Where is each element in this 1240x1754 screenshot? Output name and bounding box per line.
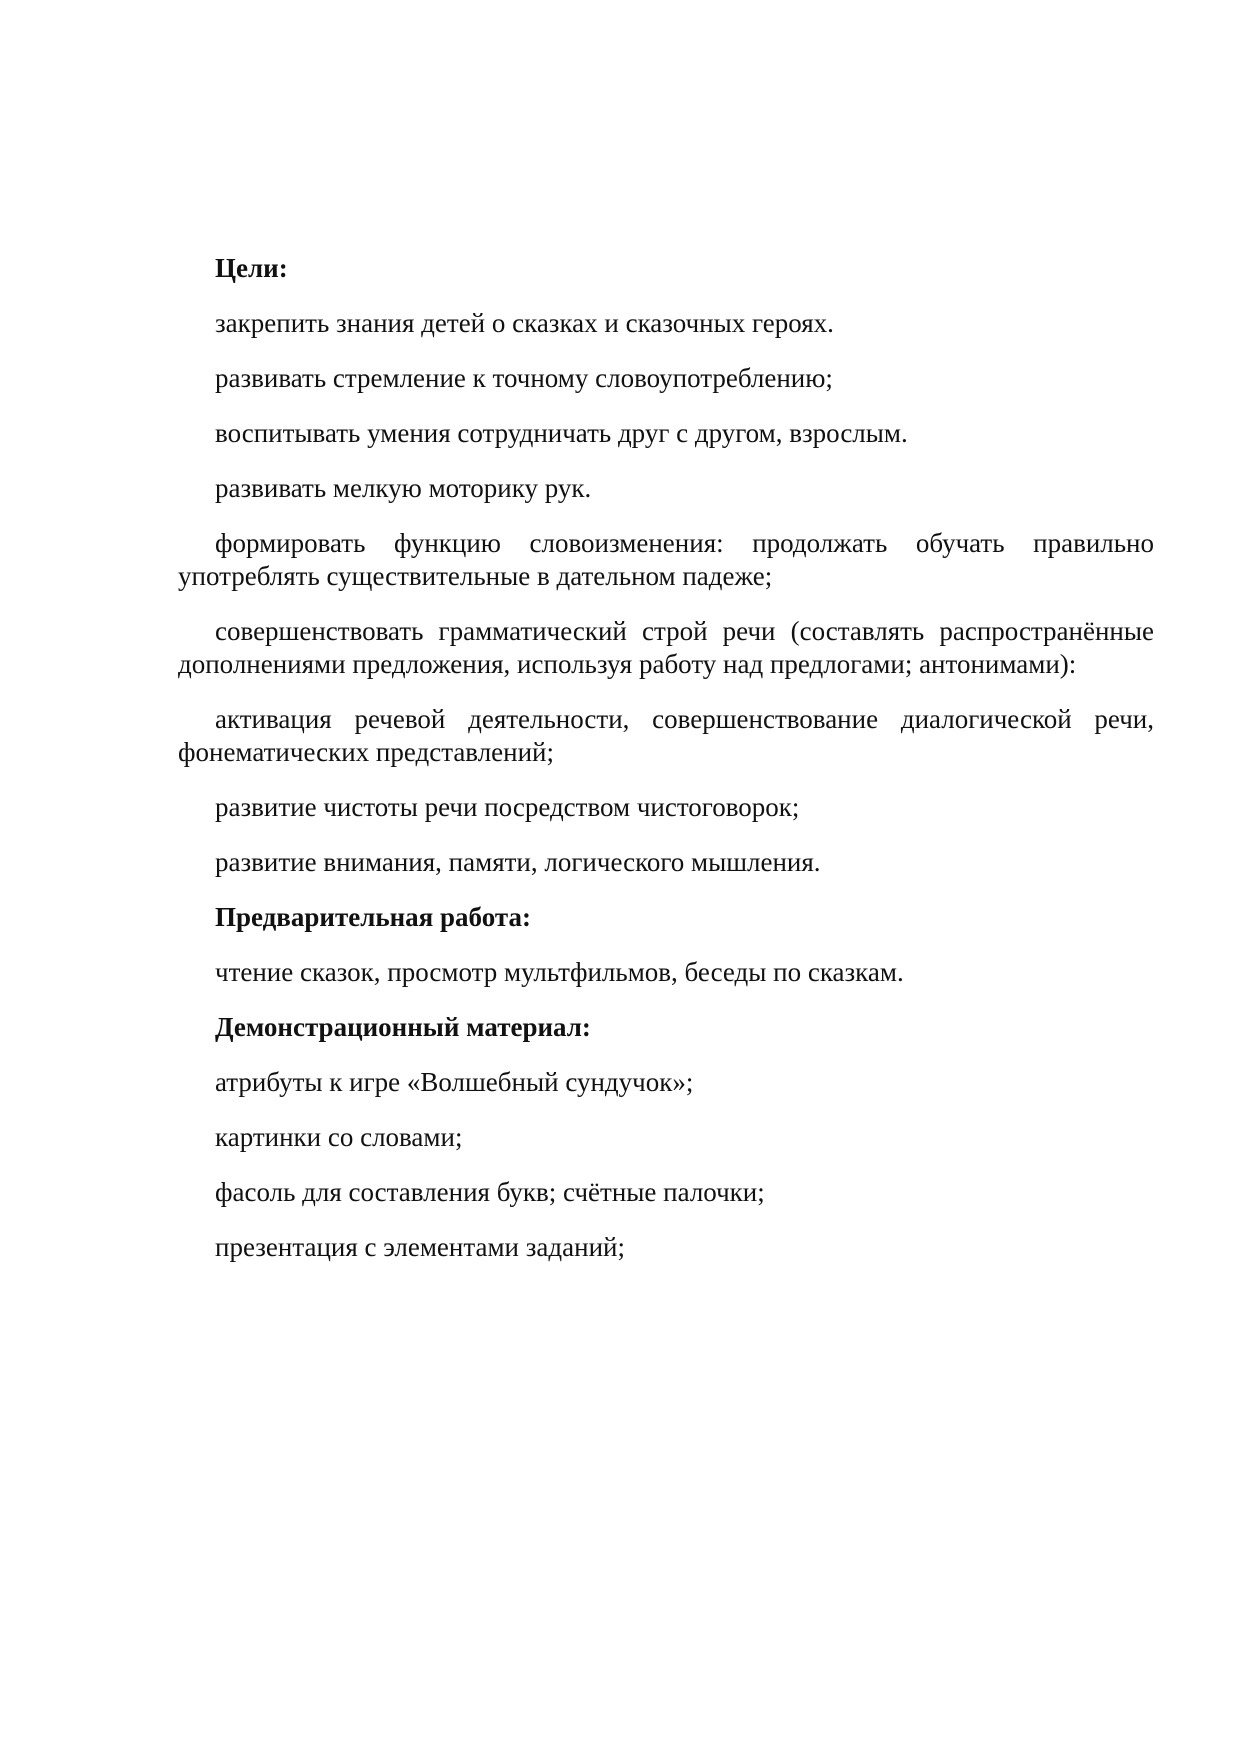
- demo-item-1: атрибуты к игре «Волшебный сундучок»;: [215, 1067, 694, 1097]
- prep-heading: Предварительная работа:: [215, 902, 531, 932]
- goal-item-8: развитие чистоты речи посредством чистоговорок;: [215, 792, 800, 822]
- demo-item-4: презентация с элементами заданий;: [215, 1232, 625, 1262]
- goal-item-7: активация речевой деятельности, совершенствование диалогической речи, фонематических представлений;: [178, 704, 1154, 767]
- goals-heading: Цели:: [215, 253, 288, 283]
- goal-item-4: развивать мелкую моторику рук.: [215, 473, 592, 503]
- goal-item-3: воспитывать умения сотрудничать друг с другом, взрослым.: [215, 418, 908, 448]
- demo-heading: Демонстрационный материал:: [215, 1012, 591, 1042]
- goal-item-9: развитие внимания, памяти, логического мышления.: [215, 847, 821, 877]
- goal-item-2: развивать стремление к точному словоупотреблению;: [215, 363, 833, 393]
- prep-item-1: чтение сказок, просмотр мультфильмов, беседы по сказкам.: [215, 957, 904, 987]
- document-body: [178, 252, 1154, 1264]
- goal-item-5: формировать функцию словоизменения: продолжать обучать правильно употреблять существительные в дательном падеже;: [178, 528, 1154, 591]
- goal-item-6: совершенствовать грамматический строй речи (составлять распространённые дополнениями предложения, используя работу над предлогами; антонимами):: [178, 616, 1154, 679]
- goal-item-1: закрепить знания детей о сказках и сказочных героях.: [215, 308, 834, 338]
- demo-item-2: картинки со словами;: [215, 1122, 463, 1152]
- demo-item-3: фасоль для составления букв; счётные палочки;: [215, 1177, 765, 1207]
